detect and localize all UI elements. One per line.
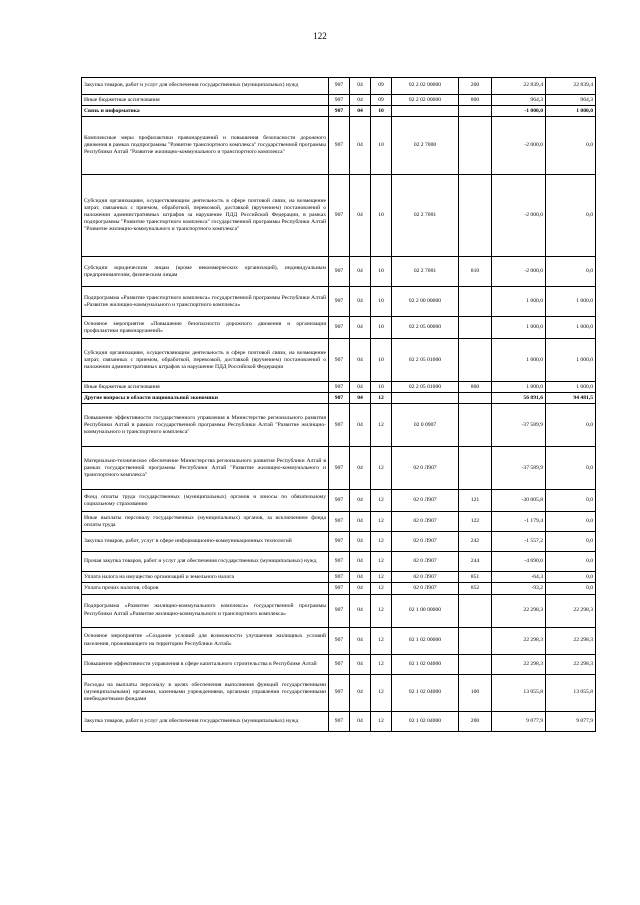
cell-sum2: 0,0: [546, 404, 596, 447]
cell-ved: 907: [329, 572, 350, 583]
cell-name: Основное мероприятие «Создание условий для возможности улучшения жилищных условий населения, проживающего на территории Республики Алтай»: [82, 627, 329, 654]
cell-pr: 12: [371, 404, 392, 447]
cell-pr: 10: [371, 175, 392, 257]
cell-pr: 09: [371, 78, 392, 95]
table-row: [82, 117, 596, 175]
cell-csr: 02 0 Л907: [392, 512, 459, 532]
table-row: [82, 257, 596, 287]
table-row: [82, 339, 596, 382]
cell-csr: 02 2 02 00000: [392, 95, 459, 106]
cell-sum1: -2 000,0: [492, 257, 546, 287]
cell-sum1: -2 000,0: [492, 117, 546, 175]
cell-ved: 907: [329, 594, 350, 627]
cell-sum1: -4 690,0: [492, 552, 546, 572]
cell-csr: 02 1 02 04000: [392, 654, 459, 674]
cell-ved: 907: [329, 106, 350, 117]
cell-sum2: 1 000,0: [546, 382, 596, 393]
cell-csr: 02 0 Л907: [392, 532, 459, 552]
cell-pr: 10: [371, 339, 392, 382]
cell-sum1: 1 000,0: [492, 382, 546, 393]
cell-sum1: -37 589,9: [492, 447, 546, 490]
table-row: [82, 583, 596, 594]
table-row: [82, 674, 596, 711]
cell-sum2: 0,0: [546, 257, 596, 287]
cell-vr: 122: [459, 512, 492, 532]
cell-sum1: -1 557,2: [492, 532, 546, 552]
cell-ved: 907: [329, 257, 350, 287]
cell-name: Закупка товаров, работ и услуг для обеспечения государственных (муниципальных) нужд: [82, 78, 329, 95]
cell-name: Уплата прочих налогов, сборов: [82, 583, 329, 594]
table-row: [82, 572, 596, 583]
cell-sum2: 1 000,0: [546, 106, 596, 117]
cell-sum2: 1 000,0: [546, 339, 596, 382]
cell-name: Иные выплаты персоналу государственных (муниципальных) органов, за исключением фонда оплаты труда: [82, 512, 329, 532]
cell-pr: 10: [371, 106, 392, 117]
cell-csr: [392, 106, 459, 117]
cell-name: Иные бюджетные ассигнования: [82, 382, 329, 393]
cell-vr: [459, 339, 492, 382]
cell-sum1: 56 891,6: [492, 393, 546, 404]
cell-sum1: 22 298,3: [492, 627, 546, 654]
table-row: [82, 404, 596, 447]
cell-ved: 907: [329, 552, 350, 572]
cell-sum2: 0,0: [546, 583, 596, 594]
cell-rz: 04: [350, 532, 371, 552]
cell-vr: 121: [459, 490, 492, 512]
cell-sum2: 0,0: [546, 175, 596, 257]
cell-pr: 10: [371, 117, 392, 175]
cell-sum2: 0,0: [546, 532, 596, 552]
cell-csr: 02 0 Л907: [392, 552, 459, 572]
cell-name: Закупка товаров, работ, услуг в сфере информационно-коммуникационных технологий: [82, 532, 329, 552]
cell-sum2: 13 055,8: [546, 674, 596, 711]
cell-sum2: 0,0: [546, 552, 596, 572]
cell-rz: 04: [350, 572, 371, 583]
cell-pr: 12: [371, 532, 392, 552]
cell-csr: 02 2 02 00000: [392, 78, 459, 95]
cell-csr: 02 1 02 04000: [392, 674, 459, 711]
cell-sum1: -64,3: [492, 572, 546, 583]
cell-ved: 907: [329, 339, 350, 382]
table-row: [82, 512, 596, 532]
cell-sum1: 22 298,3: [492, 594, 546, 627]
table-row: [82, 594, 596, 627]
cell-pr: 12: [371, 447, 392, 490]
cell-pr: 12: [371, 490, 392, 512]
budget-table: [81, 77, 596, 732]
cell-rz: 04: [350, 117, 371, 175]
cell-rz: 04: [350, 627, 371, 654]
cell-vr: 810: [459, 257, 492, 287]
cell-sum2: 0,0: [546, 490, 596, 512]
cell-pr: 12: [371, 711, 392, 731]
cell-vr: 800: [459, 382, 492, 393]
table-row: [82, 106, 596, 117]
cell-vr: [459, 317, 492, 339]
cell-pr: 12: [371, 594, 392, 627]
cell-csr: 02 2 05 01000: [392, 382, 459, 393]
cell-rz: 04: [350, 95, 371, 106]
cell-pr: 12: [371, 393, 392, 404]
cell-vr: [459, 447, 492, 490]
cell-sum1: -1 000,0: [492, 106, 546, 117]
cell-name: Основное мероприятие «Повышение безопасности дорожного движения и организация профилактики правонарушений»: [82, 317, 329, 339]
cell-sum2: 9 077,9: [546, 711, 596, 731]
cell-ved: 907: [329, 175, 350, 257]
cell-vr: [459, 287, 492, 317]
cell-pr: 10: [371, 287, 392, 317]
cell-ved: 907: [329, 512, 350, 532]
cell-rz: 04: [350, 257, 371, 287]
cell-csr: 02 1 02 04000: [392, 711, 459, 731]
cell-ved: 907: [329, 627, 350, 654]
cell-vr: [459, 627, 492, 654]
cell-rz: 04: [350, 654, 371, 674]
cell-rz: 04: [350, 512, 371, 532]
cell-pr: 10: [371, 382, 392, 393]
cell-csr: 02 2 05 00000: [392, 317, 459, 339]
cell-name: Подпрограмма «Развитие транспортного комплекса» государственной программы Республики Алтай «Развитие жилищно-коммунального и транспортного комплекса»: [82, 287, 329, 317]
cell-vr: [459, 117, 492, 175]
cell-sum1: -93,2: [492, 583, 546, 594]
cell-sum1: 1 000,0: [492, 287, 546, 317]
table-row: [82, 393, 596, 404]
cell-csr: 02 2 00 00000: [392, 287, 459, 317]
cell-sum2: 0,0: [546, 572, 596, 583]
cell-name: Повышение эффективности управления в сфере капитального строительства в Республике Алтай: [82, 654, 329, 674]
cell-rz: 04: [350, 447, 371, 490]
cell-ved: 907: [329, 382, 350, 393]
cell-vr: 200: [459, 711, 492, 731]
cell-sum2: 22 839,4: [546, 78, 596, 95]
cell-sum2: 94 481,5: [546, 393, 596, 404]
cell-rz: 04: [350, 287, 371, 317]
cell-ved: 907: [329, 393, 350, 404]
cell-csr: [392, 393, 459, 404]
cell-ved: 907: [329, 78, 350, 95]
cell-vr: 244: [459, 552, 492, 572]
cell-vr: 242: [459, 532, 492, 552]
cell-ved: 907: [329, 287, 350, 317]
cell-csr: 02 2 7001: [392, 257, 459, 287]
table-row: [82, 175, 596, 257]
cell-rz: 04: [350, 393, 371, 404]
cell-name: Повышение эффективности государственного управления в Министерстве регионального развития Республики Алтай в рамках государственной программы Республики Алтай "Развитие жилищно-коммунального и транспортного комплекса": [82, 404, 329, 447]
table-row: [82, 490, 596, 512]
table-row: [82, 78, 596, 95]
cell-vr: 800: [459, 95, 492, 106]
cell-pr: 10: [371, 257, 392, 287]
cell-ved: 907: [329, 490, 350, 512]
cell-sum1: -1 179,4: [492, 512, 546, 532]
cell-csr: 02 0 Л907: [392, 583, 459, 594]
cell-sum2: 1 000,0: [546, 287, 596, 317]
cell-sum1: 964,3: [492, 95, 546, 106]
cell-sum1: 22 298,3: [492, 654, 546, 674]
cell-sum1: -2 000,0: [492, 175, 546, 257]
cell-rz: 04: [350, 552, 371, 572]
budget-table-body: [82, 78, 596, 732]
cell-sum1: 1 000,0: [492, 339, 546, 382]
cell-name: Комплексные меры профилактики правонарушений и повышения безопасности дорожного движения в рамках подпрограммы "Развитие транспортного комплекса" государственной программы Республики Алтай "Развитие жилищно-коммунального и транспортного комплекса": [82, 117, 329, 175]
cell-pr: 10: [371, 317, 392, 339]
cell-sum2: 22 298,3: [546, 654, 596, 674]
cell-ved: 907: [329, 532, 350, 552]
cell-sum2: 1 000,0: [546, 317, 596, 339]
cell-rz: 04: [350, 317, 371, 339]
cell-ved: 907: [329, 447, 350, 490]
table-row: [82, 552, 596, 572]
cell-sum2: 22 298,3: [546, 627, 596, 654]
cell-sum1: -37 589,9: [492, 404, 546, 447]
cell-vr: [459, 594, 492, 627]
cell-sum2: 22 298,3: [546, 594, 596, 627]
cell-ved: 907: [329, 95, 350, 106]
table-row: [82, 95, 596, 106]
cell-name: Расходы на выплаты персоналу в целях обеспечения выполнения функций государственными (муниципальными) органами, казенными учреждениями, органами управления государственными внебюджетными фондами: [82, 674, 329, 711]
cell-vr: [459, 393, 492, 404]
cell-rz: 04: [350, 674, 371, 711]
cell-name: Материально-техническое обеспечение Министерства регионального развития Республики Алтай в рамках государственной программы Республики Алтай "Развитие жилищно-коммунального и транспортного комплекса": [82, 447, 329, 490]
cell-rz: 04: [350, 583, 371, 594]
cell-pr: 12: [371, 552, 392, 572]
cell-sum1: 22 839,4: [492, 78, 546, 95]
table-row: [82, 654, 596, 674]
cell-csr: 02 2 05 01000: [392, 339, 459, 382]
table-row: [82, 287, 596, 317]
cell-vr: 100: [459, 674, 492, 711]
cell-pr: 12: [371, 572, 392, 583]
cell-pr: 12: [371, 654, 392, 674]
cell-name: Уплата налога на имущество организаций и земельного налога: [82, 572, 329, 583]
cell-sum2: 0,0: [546, 117, 596, 175]
cell-sum2: 0,0: [546, 512, 596, 532]
cell-pr: 12: [371, 627, 392, 654]
cell-csr: 02 1 00 00000: [392, 594, 459, 627]
cell-rz: 04: [350, 106, 371, 117]
cell-rz: 04: [350, 382, 371, 393]
cell-rz: 04: [350, 404, 371, 447]
cell-ved: 907: [329, 317, 350, 339]
cell-name: Субсидии юридическим лицам (кроме некоммерческих организаций), индивидуальным предпринимателям, физическим лицам: [82, 257, 329, 287]
cell-pr: 09: [371, 95, 392, 106]
cell-ved: 907: [329, 117, 350, 175]
cell-ved: 907: [329, 404, 350, 447]
cell-csr: 02 0 0907: [392, 404, 459, 447]
page-number: 122: [313, 31, 327, 41]
cell-vr: 200: [459, 78, 492, 95]
cell-csr: 02 0 Л907: [392, 490, 459, 512]
cell-vr: 852: [459, 583, 492, 594]
cell-csr: 02 0 Л907: [392, 572, 459, 583]
cell-vr: [459, 106, 492, 117]
table-row: [82, 447, 596, 490]
cell-name: Другие вопросы в области национальной экономики: [82, 393, 329, 404]
cell-vr: [459, 654, 492, 674]
cell-csr: 02 1 02 00000: [392, 627, 459, 654]
cell-sum2: 0,0: [546, 447, 596, 490]
cell-rz: 04: [350, 339, 371, 382]
cell-csr: 02 2 7000: [392, 117, 459, 175]
table-row: [82, 317, 596, 339]
cell-rz: 04: [350, 594, 371, 627]
table-row: [82, 382, 596, 393]
cell-ved: 907: [329, 674, 350, 711]
cell-ved: 907: [329, 583, 350, 594]
cell-csr: 02 0 Л907: [392, 447, 459, 490]
cell-sum1: 1 000,0: [492, 317, 546, 339]
table-row: [82, 711, 596, 731]
cell-name: Закупка товаров, работ и услуг для обеспечения государственных (муниципальных) нужд: [82, 711, 329, 731]
cell-name: Прочая закупка товаров, работ и услуг для обеспечения государственных (муниципальных) нужд: [82, 552, 329, 572]
cell-name: Субсидия организациям, осуществляющим деятельность в сфере почтовой связи, на возмещение затрат, связанных с приемом, обработкой, перевозкой, доставкой (вручением) постановлений о наложении административных штрафов за нарушение ПДД Российской Федерации: [82, 339, 329, 382]
cell-name: Иные бюджетные ассигнования: [82, 95, 329, 106]
cell-vr: [459, 175, 492, 257]
cell-ved: 907: [329, 711, 350, 731]
cell-name: Субсидия организациям, осуществляющим деятельность в сфере почтовой связи, на возмещение затрат, связанных с приемом, обработкой, перевозкой, доставкой (вручением) постановлений о наложении административных штрафов за нарушение ПДД Российской Федерации, в рамках подпрограммы "Развитие транспортного комплекса" государственной программы Республики Алтай "Развитие жилищно-коммунального и транспортного комплекса": [82, 175, 329, 257]
cell-vr: [459, 404, 492, 447]
cell-csr: 02 2 7001: [392, 175, 459, 257]
cell-name: Фонд оплаты труда государственных (муниципальных) органов и взносы по обязательному социальному страхованию: [82, 490, 329, 512]
cell-ved: 907: [329, 654, 350, 674]
cell-pr: 12: [371, 674, 392, 711]
cell-rz: 04: [350, 711, 371, 731]
cell-sum1: 13 055,8: [492, 674, 546, 711]
cell-pr: 12: [371, 512, 392, 532]
cell-name: Связь и информатика: [82, 106, 329, 117]
table-row: [82, 627, 596, 654]
cell-pr: 12: [371, 583, 392, 594]
cell-name: Подпрограмма «Развитие жилищно-коммунального комплекса» государственной программы Республики Алтай «Развитие жилищно-коммунального и транспортного комплекса»: [82, 594, 329, 627]
cell-vr: 851: [459, 572, 492, 583]
cell-rz: 04: [350, 490, 371, 512]
cell-rz: 04: [350, 78, 371, 95]
cell-sum1: -30 005,8: [492, 490, 546, 512]
cell-rz: 04: [350, 175, 371, 257]
table-row: [82, 532, 596, 552]
cell-sum1: 9 077,9: [492, 711, 546, 731]
cell-sum2: 964,3: [546, 95, 596, 106]
